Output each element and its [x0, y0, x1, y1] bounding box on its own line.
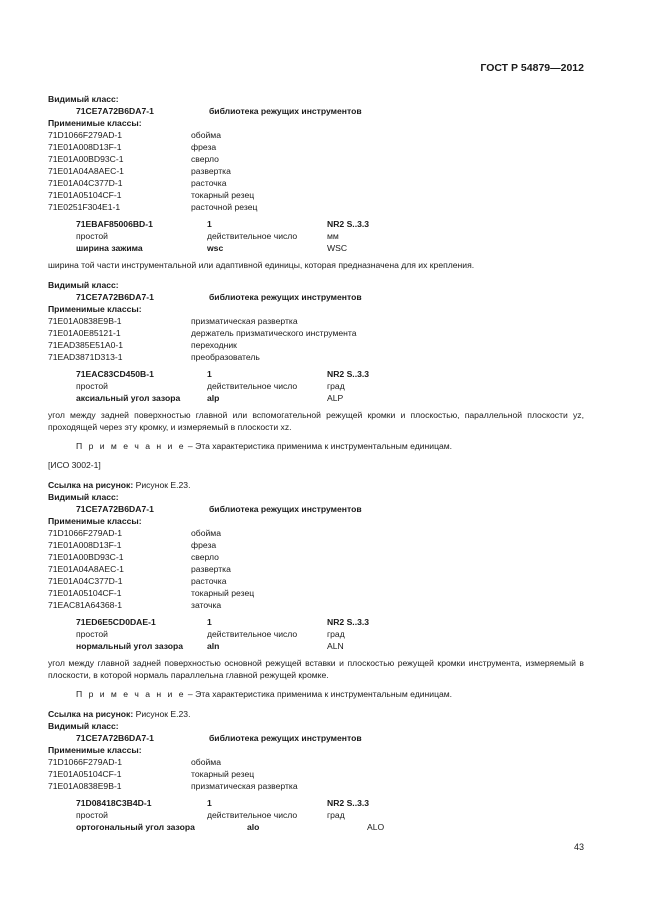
entry-1 [48, 93, 584, 271]
class-row [48, 177, 584, 189]
class-name: переходник [191, 340, 237, 350]
property-ref: NR2 S..3.3 [327, 798, 370, 808]
property-name-row [48, 821, 584, 833]
class-code: 71E01A00BD93C-1 [48, 552, 124, 562]
property-abbr: ALN [327, 641, 344, 651]
class-row [48, 351, 584, 363]
library-row [48, 105, 584, 117]
library-row [48, 503, 584, 515]
library-code: 71CE7A72B6DA7-1 [76, 504, 154, 514]
class-row [48, 165, 584, 177]
property-code: 71D08418C3B4D-1 [76, 798, 152, 808]
applicable-classes-label: Применимые классы: [48, 516, 142, 526]
property-symbol: aln [207, 641, 220, 651]
class-row [48, 201, 584, 213]
content [48, 93, 584, 838]
class-name: обойма [191, 757, 221, 767]
figure-ref-label: Ссылка на рисунок: [48, 480, 134, 490]
library-name: библиотека режущих инструментов [209, 504, 362, 514]
class-name: расточка [191, 178, 227, 188]
note-text: – Эта характеристика применима к инструментальным единицам. [185, 441, 453, 451]
class-row [48, 141, 584, 153]
property-unit: град [327, 810, 345, 820]
class-code: 71E01A0838E9B-1 [48, 781, 122, 791]
class-name: сверло [191, 552, 219, 562]
class-row [48, 327, 584, 339]
library-code: 71CE7A72B6DA7-1 [76, 733, 154, 743]
class-name: сверло [191, 154, 219, 164]
standard-title: ГОСТ Р 54879—2012 [480, 62, 584, 74]
property-version: 1 [207, 617, 212, 627]
property-name: аксиальный угол зазора [76, 393, 181, 403]
class-row [48, 575, 584, 587]
class-name: держатель призматического инструмента [191, 328, 357, 338]
class-row [48, 756, 584, 768]
class-row [48, 527, 584, 539]
class-name: фреза [191, 540, 217, 550]
property-id-row [48, 218, 584, 230]
property-description: ширина той части инструментальной или адаптивной единицы, которая предназначена для их крепления. [48, 260, 475, 270]
property-id-row [48, 368, 584, 380]
entry-3 [48, 479, 584, 700]
class-name: призматическая развертка [191, 316, 298, 326]
property-datatype: действительное число [207, 629, 298, 639]
property-symbol: alo [247, 822, 260, 832]
property-abbr: ALP [327, 393, 344, 403]
figure-ref-row [48, 708, 584, 720]
property-name-row [48, 640, 584, 652]
page-number: 43 [573, 842, 584, 852]
property-symbol: alp [207, 393, 220, 403]
iso-reference: [ИСО 3002-1] [48, 460, 101, 470]
library-row [48, 291, 584, 303]
class-code: 71E01A05104CF-1 [48, 588, 122, 598]
library-code: 71CE7A72B6DA7-1 [76, 106, 154, 116]
property-description: угол между задней поверхностью главной или вспомогательной режущей кромки и плоскостью, параллельной плоскости yz, проходящей через эту кромку, и измеряемый в плоскости xz. [48, 410, 584, 432]
class-name: обойма [191, 528, 221, 538]
class-name: обойма [191, 130, 221, 140]
property-block [48, 616, 584, 652]
library-name: библиотека режущих инструментов [209, 106, 362, 116]
property-code: 71ED6E5CD0DAE-1 [76, 617, 156, 627]
class-row [48, 551, 584, 563]
note-text: – Эта характеристика применима к инструментальным единицам. [185, 689, 453, 699]
property-version: 1 [207, 369, 212, 379]
class-code: 71E01A04A8AEC-1 [48, 166, 124, 176]
library-name: библиотека режущих инструментов [209, 733, 362, 743]
property-type: простой [76, 381, 108, 391]
property-code: 71EAC83CD450B-1 [76, 369, 154, 379]
class-code: 71E0251F304E1-1 [48, 202, 121, 212]
property-ref: NR2 S..3.3 [327, 617, 370, 627]
class-row [48, 315, 584, 327]
entry-4 [48, 708, 584, 833]
property-block [48, 368, 584, 404]
property-description: угол между главной задней поверхностью основной режущей вставки и плоскостью режущей кромки инструмента, измеряемый в плоскости, в которой нормаль параллельна главной режущей кромке. [48, 658, 584, 680]
property-unit: град [327, 381, 345, 391]
class-name: токарный резец [191, 190, 255, 200]
property-unit: град [327, 629, 345, 639]
property-version: 1 [207, 219, 212, 229]
property-datatype: действительное число [207, 231, 298, 241]
property-datatype: действительное число [207, 381, 298, 391]
visible-class-label: Видимый класс: [48, 721, 119, 731]
figure-ref-value: Рисунок Е.23. [135, 709, 191, 719]
property-code: 71EBAF85006BD-1 [76, 219, 153, 229]
class-row [48, 539, 584, 551]
note-label: П р и м е ч а н и е [76, 441, 186, 451]
property-abbr: WSC [327, 243, 348, 253]
property-name: ширина зажима [76, 243, 143, 253]
property-symbol: wsc [207, 243, 224, 253]
class-row [48, 768, 584, 780]
class-code: 71D1066F279AD-1 [48, 528, 123, 538]
property-type: простой [76, 231, 108, 241]
property-type-row [48, 380, 584, 392]
property-name-row [48, 392, 584, 404]
library-row [48, 732, 584, 744]
class-name: заточка [191, 600, 222, 610]
property-id-row [48, 797, 584, 809]
class-code: 71E01A04C377D-1 [48, 576, 123, 586]
note-label: П р и м е ч а н и е [76, 689, 186, 699]
property-block [48, 797, 584, 833]
class-row [48, 780, 584, 792]
class-name: расточной резец [191, 202, 258, 212]
property-type-row [48, 230, 584, 242]
property-id-row [48, 616, 584, 628]
class-row [48, 129, 584, 141]
class-row [48, 563, 584, 575]
class-code: 71E01A00BD93C-1 [48, 154, 124, 164]
class-code: 71E01A04A8AEC-1 [48, 564, 124, 574]
applicable-classes-label: Применимые классы: [48, 304, 142, 314]
class-code: 71E01A05104CF-1 [48, 190, 122, 200]
figure-ref-row [48, 479, 584, 491]
class-row [48, 587, 584, 599]
class-name: фреза [191, 142, 217, 152]
class-name: токарный резец [191, 588, 255, 598]
entry-2 [48, 279, 584, 471]
property-name: ортогональный угол зазора [76, 822, 195, 832]
class-row [48, 599, 584, 611]
library-name: библиотека режущих инструментов [209, 292, 362, 302]
figure-ref-value: Рисунок Е.23. [135, 480, 191, 490]
property-unit: мм [327, 231, 339, 241]
property-name: нормальный угол зазора [76, 641, 184, 651]
class-code: 71D1066F279AD-1 [48, 130, 123, 140]
class-code: 71E01A04C377D-1 [48, 178, 123, 188]
class-name: преобразователь [191, 352, 260, 362]
property-datatype: действительное число [207, 810, 298, 820]
visible-class-label: Видимый класс: [48, 280, 119, 290]
property-block [48, 218, 584, 254]
class-name: развертка [191, 166, 231, 176]
class-code: 71E01A05104CF-1 [48, 769, 122, 779]
class-code: 71E01A008D13F-1 [48, 540, 122, 550]
library-code: 71CE7A72B6DA7-1 [76, 292, 154, 302]
class-code: 71EAD3871D313-1 [48, 352, 123, 362]
property-name-row [48, 242, 584, 254]
class-code: 71E01A008D13F-1 [48, 142, 122, 152]
property-abbr: ALO [367, 822, 385, 832]
property-type: простой [76, 810, 108, 820]
note [48, 440, 584, 452]
class-code: 71EAC81A64368-1 [48, 600, 123, 610]
property-version: 1 [207, 798, 212, 808]
visible-class-label: Видимый класс: [48, 94, 119, 104]
class-code: 71E01A0E85121-1 [48, 328, 121, 338]
class-code: 71EAD385E51A0-1 [48, 340, 124, 350]
property-ref: NR2 S..3.3 [327, 369, 370, 379]
class-code: 71E01A0838E9B-1 [48, 316, 122, 326]
class-name: призматическая развертка [191, 781, 298, 791]
class-row [48, 153, 584, 165]
class-row [48, 189, 584, 201]
note [48, 688, 584, 700]
visible-class-label: Видимый класс: [48, 492, 119, 502]
class-name: расточка [191, 576, 227, 586]
property-type: простой [76, 629, 108, 639]
class-name: токарный резец [191, 769, 255, 779]
property-ref: NR2 S..3.3 [327, 219, 370, 229]
class-code: 71D1066F279AD-1 [48, 757, 123, 767]
class-row [48, 339, 584, 351]
applicable-classes-label: Применимые классы: [48, 118, 142, 128]
figure-ref-label: Ссылка на рисунок: [48, 709, 134, 719]
applicable-classes-label: Применимые классы: [48, 745, 142, 755]
property-type-row [48, 809, 584, 821]
property-type-row [48, 628, 584, 640]
class-name: развертка [191, 564, 231, 574]
